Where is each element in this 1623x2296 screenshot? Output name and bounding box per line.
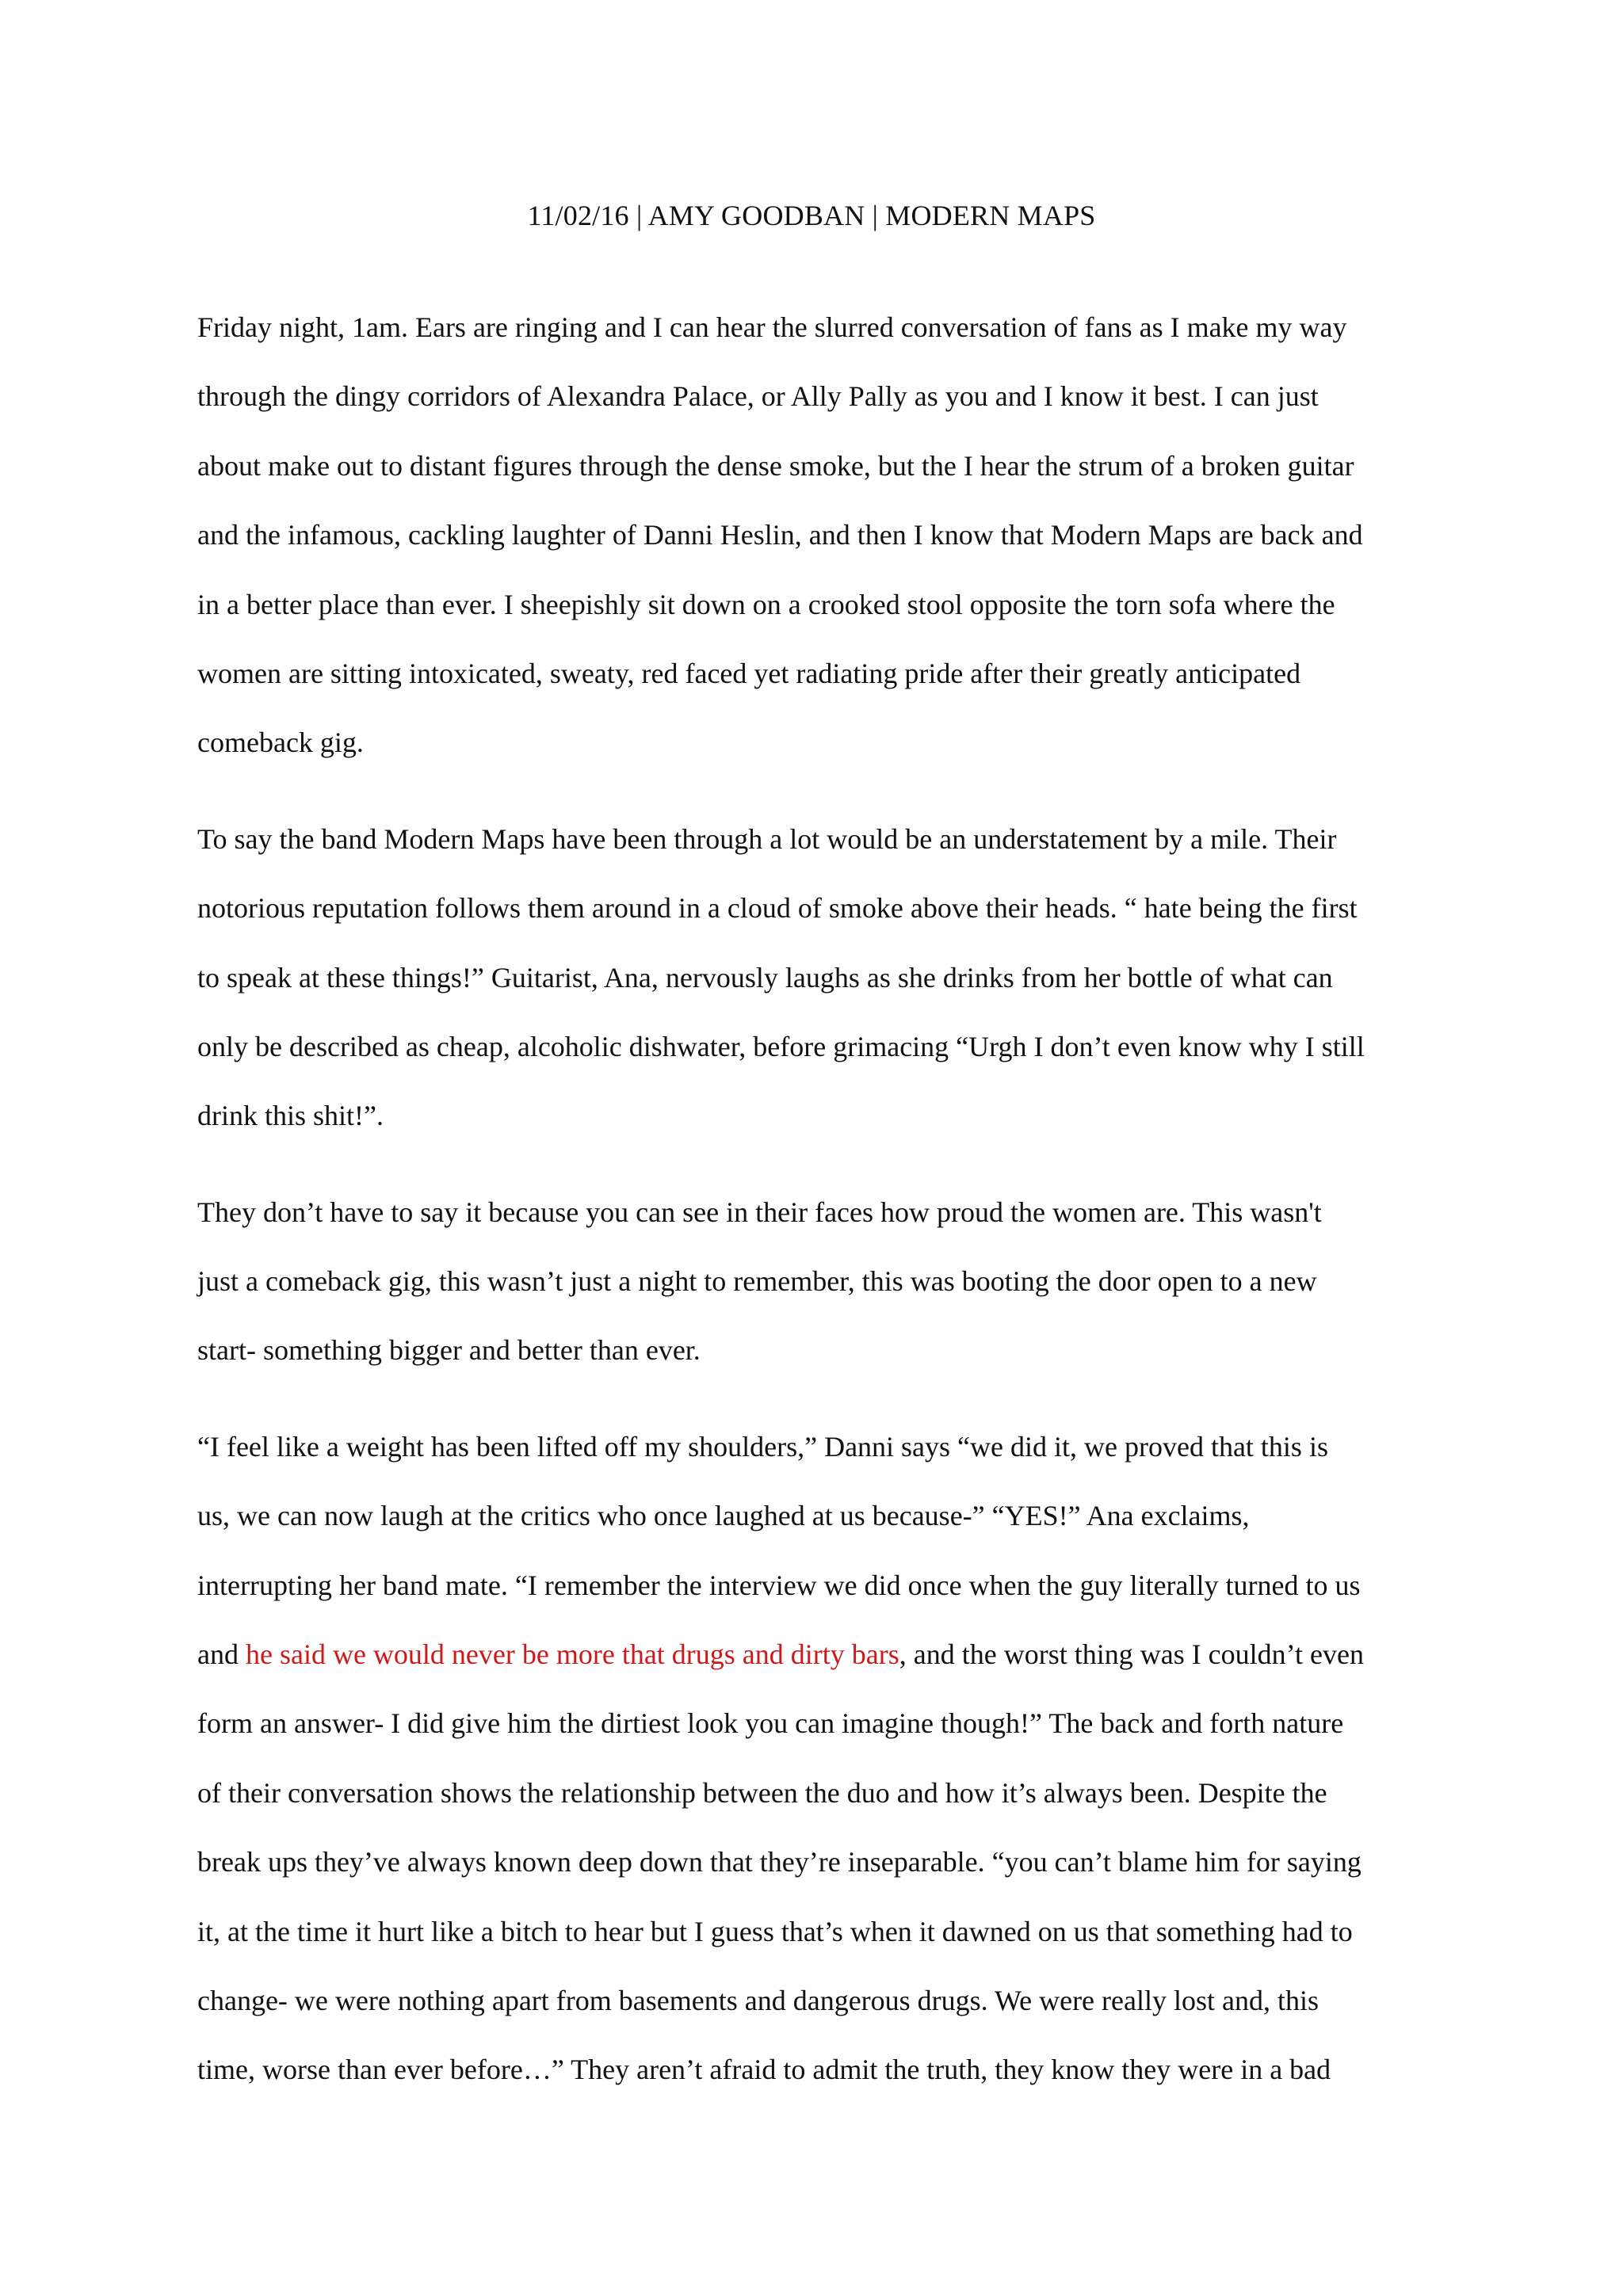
text-line: break ups they’ve always known deep down that they’re inseparable. “you can’t blame him for saying bbox=[197, 1846, 1361, 1878]
text-line: time, worse than ever before…” They aren’t afraid to admit the truth, they know they were in a bad bbox=[197, 2054, 1331, 2086]
text-line: it, at the time it hurt like a bitch to hear but I guess that’s when it dawned on us that something had to bbox=[197, 1915, 1353, 1947]
text-line: to speak at these things!” Guitarist, Ana, nervously laughs as she drinks from her bottle of what can bbox=[197, 961, 1333, 994]
text-line: change- we were nothing apart from basements and dangerous drugs. We were really lost and, this bbox=[197, 1984, 1319, 2016]
text-line: through the dingy corridors of Alexandra Palace, or Ally Pally as you and I know it best. I can just bbox=[197, 380, 1319, 413]
text-line: “I feel like a weight has been lifted off my shoulders,” Danni says “we did it, we proved that this is bbox=[197, 1430, 1328, 1463]
text-line: Friday night, 1am. Ears are ringing and I can hear the slurred conversation of fans as I make my way bbox=[197, 311, 1347, 343]
text-line: notorious reputation follows them around in a cloud of smoke above their heads. “ hate being the first bbox=[197, 892, 1358, 925]
text-line: us, we can now laugh at the critics who once laughed at us because-” “YES!” Ana exclaims, bbox=[197, 1500, 1250, 1532]
text-line: just a comeback gig, this wasn’t just a night to remember, this was booting the door open to a new bbox=[197, 1265, 1317, 1298]
paragraph-1 bbox=[197, 293, 1434, 778]
text-line: comeback gig. bbox=[197, 727, 364, 759]
text-line: only be described as cheap, alcoholic dishwater, before grimacing “Urgh I don’t even know why I still bbox=[197, 1030, 1365, 1062]
text-line: women are sitting intoxicated, sweaty, red faced yet radiating pride after their greatly anticipated bbox=[197, 657, 1301, 689]
paragraph-3 bbox=[197, 1178, 1434, 1386]
text-segment: , and the worst thing was I couldn’t even bbox=[899, 1638, 1364, 1671]
text-line: and the infamous, cackling laughter of Danni Heslin, and then I know that Modern Maps are back and bbox=[197, 519, 1363, 551]
text-line: start- something bigger and better than ever. bbox=[197, 1334, 701, 1367]
text-line: interrupting her band mate. “I remember the interview we did once when the guy literally turned to us bbox=[197, 1569, 1361, 1601]
text-line: in a better place than ever. I sheepishly sit down on a crooked stool opposite the torn sofa where the bbox=[197, 588, 1335, 620]
text-segment: and bbox=[197, 1638, 246, 1671]
text-line: drink this shit!”. bbox=[197, 1100, 384, 1132]
paragraph-4 bbox=[197, 1413, 1434, 2105]
highlighted-text-line bbox=[197, 1620, 1434, 1689]
text-line: about make out to distant figures through the dense smoke, but the I hear the strum of a broken guitar bbox=[197, 449, 1354, 482]
document-heading: 11/02/16 | AMY GOODBAN | MODERN MAPS bbox=[527, 200, 1096, 231]
article-body bbox=[197, 293, 1434, 2132]
text-line: They don’t have to say it because you can see in their faces how proud the women are. This wasn't bbox=[197, 1196, 1322, 1228]
highlighted-quote: he said we would never be more that drugs and dirty bars bbox=[245, 1638, 899, 1671]
paragraph-2 bbox=[197, 805, 1434, 1151]
text-line: of their conversation shows the relationship between the duo and how it’s always been. Despite the bbox=[197, 1776, 1327, 1809]
text-line: form an answer- I did give him the dirtiest look you can imagine though!” The back and forth nature bbox=[197, 1707, 1344, 1740]
text-line: To say the band Modern Maps have been through a lot would be an understatement by a mile. Their bbox=[197, 822, 1337, 855]
